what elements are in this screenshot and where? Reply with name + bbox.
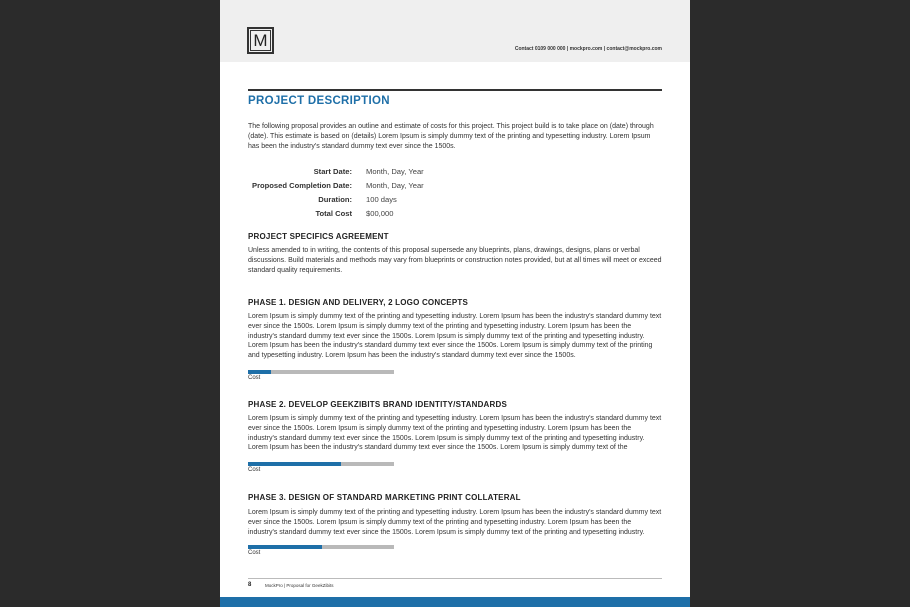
phase-2-cost-fill [248,462,341,466]
logo-letter: M [250,30,271,51]
phase-1-heading: PHASE 1. DESIGN AND DELIVERY, 2 LOGO CONCEPTS [248,298,468,307]
phase-3-heading: PHASE 3. DESIGN OF STANDARD MARKETING PRINT COLLATERAL [248,493,521,502]
detail-row-total-cost [248,206,548,220]
phase-1-cost-label: Cost [248,375,261,381]
page-title: PROJECT DESCRIPTION [248,95,390,107]
phase-2-paragraph: Lorem Ipsum is simply dummy text of the printing and typesetting industry. Lorem Ipsum has been the industry's standard dummy text ever since the 1500s. Lorem Ipsum is simply dummy text of the printing and typesetting industry. Lorem Ipsum has been the industry's standard dummy text ever since the 1500s. Lorem Ipsum is simply dummy text of the printing and typesetting industry. Lorem Ipsum has been the industry's standard dummy text ever since the 1500s. Lorem Ipsum is simply dummy text of the [248,415,662,452]
title-rule [248,89,662,91]
footer-rule [248,578,662,579]
phase-2-cost-label: Cost [248,467,261,473]
phase-2-cost-bar [248,462,394,466]
agreement-heading: PROJECT SPECIFICS AGREEMENT [248,232,389,241]
intro-paragraph: The following proposal provides an outline and estimate of costs for this project. This project build is to take place on (date) through (date). This estimate is based on (details) Lorem Ipsum is simply dummy text of the printing and typesetting industry. Lorem Ipsum has been the industry's standard dummy text ever since the 1500s. [248,123,654,150]
detail-label: Duration: [318,194,352,204]
contact-info: Contact 0109 000 000 | mockpro.com | contact@mockpro.com [514,46,662,52]
phase-2-heading: PHASE 2. DEVELOP GEEKZIBITS BRAND IDENTITY/STANDARDS [248,400,508,409]
footer-text: MockPro | Proposal for GeekZibits [265,583,334,588]
detail-value: Month, Day, Year [366,166,424,176]
footer-band [220,597,690,607]
agreement-paragraph: Unless amended to in writing, the contents of this proposal supersede any blueprints, plans, drawings, designs, plans or verbal discussions. Build materials and methods may vary from blueprints or construction notes provided, but at all times will meet or exceed standard quality requirements. [248,247,662,274]
phase-1-paragraph: Lorem Ipsum is simply dummy text of the printing and typesetting industry. Lorem Ipsum has been the industry's standard dummy text ever since the 1500s. Lorem Ipsum is simply dummy text of the printing and typesetting industry. Lorem Ipsum has been the industry's standard dummy text ever since the 1500s. Lorem Ipsum is simply dummy text of the printing and typesetting industry. Lorem Ipsum has been the industry's standard dummy text ever since the 1500s. Lorem Ipsum is simply dummy text of the printing and typesetting industry. Lorem Ipsum has been the industry's standard dummy text ever since the 1500s. [248,313,662,360]
detail-row-duration [248,192,548,206]
document-page [220,0,690,607]
phase-3-cost-fill [248,545,322,549]
detail-label: Start Date: [313,166,352,176]
phase-3-cost-label: Cost [248,550,261,556]
detail-label: Proposed Completion Date: [252,180,352,190]
detail-value: Month, Day, Year [366,180,424,190]
logo [247,27,274,54]
phase-3-paragraph: Lorem Ipsum is simply dummy text of the printing and typesetting industry. Lorem Ipsum has been the industry's standard dummy text ever since the 1500s. Lorem Ipsum is simply dummy text of the printing and typesetting industry. Lorem Ipsum has been the industry's standard dummy text ever since the 1500s. Lorem Ipsum is simply dummy text of the printing and typesetting industry. [248,509,662,536]
detail-value: $00,000 [366,208,394,218]
phase-1-cost-bar [248,370,394,374]
project-details [248,164,548,220]
phase-1-cost-fill [248,370,271,374]
phase-3-cost-bar [248,545,394,549]
detail-row-completion-date [248,178,548,192]
detail-row-start-date [248,164,548,178]
page-number: 8 [248,582,252,588]
detail-label: Total Cost [315,208,352,218]
page-header [220,0,690,62]
detail-value: 100 days [366,194,397,204]
